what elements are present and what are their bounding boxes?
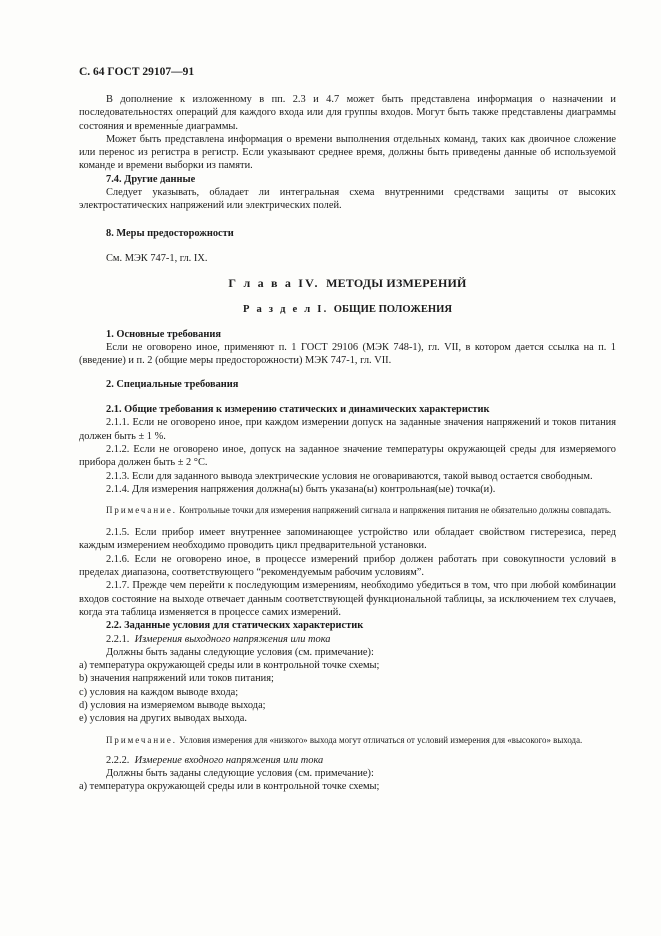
chapter-title: МЕТОДЫ ИЗМЕРЕНИЙ	[326, 276, 467, 291]
part-word: Р а з д е л I.	[242, 303, 329, 315]
part-title: ОБЩИЕ ПОЛОЖЕНИЯ	[333, 303, 453, 315]
note	[79, 734, 616, 746]
note	[79, 504, 616, 516]
section-heading: 2. Специальные требования	[106, 378, 239, 390]
heading-number: 2.2.2.	[106, 754, 130, 766]
subsubsection-heading	[79, 633, 616, 646]
note-text: Контрольные точки для измерения напряжений сигнала и напряжения питания не обязательно должны совпадать.	[179, 505, 612, 516]
paragraph: Должны быть заданы следующие условия (см. примечание):	[106, 646, 374, 658]
paragraph: 2.1.7. Прежде чем перейти к последующим измерениям, необходимо убедиться в том, что при любой комбинации входов состояние на выходе отвечает данным соответствующей функциональной таблицы, за исключением тех случаев, когда эта таблица изменяется в процессе самих измерений.	[79, 580, 616, 618]
document-body	[79, 93, 616, 793]
subsubsection-heading	[79, 754, 616, 767]
section-heading: 1. Основные требования	[106, 328, 221, 340]
conditions-list	[79, 659, 616, 725]
paragraph: Должны быть заданы следующие условия (см. примечание):	[106, 767, 374, 779]
list-item: а) температура окружающей среды или в контрольной точке схемы;	[79, 660, 380, 672]
conditions-list	[79, 780, 616, 793]
paragraph: 2.1.5. Если прибор имеет внутреннее запоминающее устройство или обладает свойством гистерезиса, перед каждым измерением необходимо проводить цикл предварительной установки.	[79, 527, 616, 552]
paragraph: 2.1.4. Для измерения напряжения должна(ы) быть указана(ы) контрольная(ые) точка(и).	[106, 483, 496, 495]
heading-title: Измерения выходного напряжения или тока	[134, 633, 331, 645]
subsection-heading: 2.1. Общие требования к измерению статических и динамических характеристик	[106, 404, 490, 416]
paragraph: Следует указывать, обладает ли интегральная схема внутренними средствами защиты от высоких электростатических напряжений или электрических полей.	[79, 187, 616, 212]
paragraph: В дополнение к изложенному в пп. 2.3 и 4.7 может быть представлена информация о назначении и последовательностях операций для каждого входа или для группы входов. Могут быть также представлены диаграммы состояния и временны́е диаграммы.	[79, 94, 616, 132]
subsection-heading: 7.4. Другие данные	[106, 173, 196, 185]
paragraph: Может быть представлена информация о времени выполнения отдельных команд, таких как двоичное сложение или перенос из регистра в регистр. Если указывают среднее время, должны быть приведены данные об используемой команде и времени выборки из памяти.	[79, 133, 616, 172]
list-item: с) условия на каждом выводе входа;	[79, 686, 239, 698]
chapter-word: Г л а в а IV.	[228, 276, 320, 291]
heading-number: 2.2.1.	[106, 633, 130, 645]
list-item: d) условия на измеряемом выводе выхода;	[79, 699, 266, 711]
list-item: а) температура окружающей среды или в контрольной точке схемы;	[79, 781, 380, 793]
paragraph: 2.1.3. Если для заданного вывода электрические условия не оговариваются, такой вывод остается свободным.	[106, 470, 593, 482]
page-header: С. 64 ГОСТ 29107—91	[79, 66, 195, 78]
note-text: Условия измерения для «низкого» выхода могут отличаться от условий измерения для «высокого» выхода.	[179, 734, 583, 745]
part-heading	[79, 303, 616, 316]
heading-title: Измерение входного напряжения или тока	[134, 754, 324, 766]
list-item: е) условия на других выводах выхода.	[79, 713, 248, 725]
paragraph: 2.1.6. Если не оговорено иное, в процессе измерений прибор должен работать при совокупности условий в пределах диапазона, соответствующего “рекомендуемым рабочим условиям”.	[79, 553, 616, 579]
note-label: Примечание.	[106, 505, 177, 516]
section-heading: 8. Меры предосторожности	[106, 227, 234, 239]
paragraph: 2.1.1. Если не оговорено иное, при каждом измерении допуск на заданные значения напряжений и токов питания должен быть ± 1 %.	[79, 417, 616, 442]
note-label: Примечание.	[106, 734, 177, 745]
subsection-heading: 2.2. Заданные условия для статических характеристик	[106, 620, 364, 632]
paragraph: См. МЭК 747-1, гл. IX.	[106, 252, 208, 264]
list-item: b) значения напряжений или токов питания;	[79, 673, 274, 685]
chapter-heading	[79, 277, 616, 290]
paragraph: Если не оговорено иное, применяют п. 1 ГОСТ 29106 (МЭК 748-1), гл. VII, в котором дается ссылка на п. 1 (введение) и п. 2 (общие меры предосторожности) МЭК 747-1, гл. VII.	[79, 342, 616, 367]
paragraph: 2.1.2. Если не оговорено иное, допуск на заданное значение температуры окружающей среды для измеряемого прибора должен быть ± 2 °С.	[79, 443, 616, 469]
